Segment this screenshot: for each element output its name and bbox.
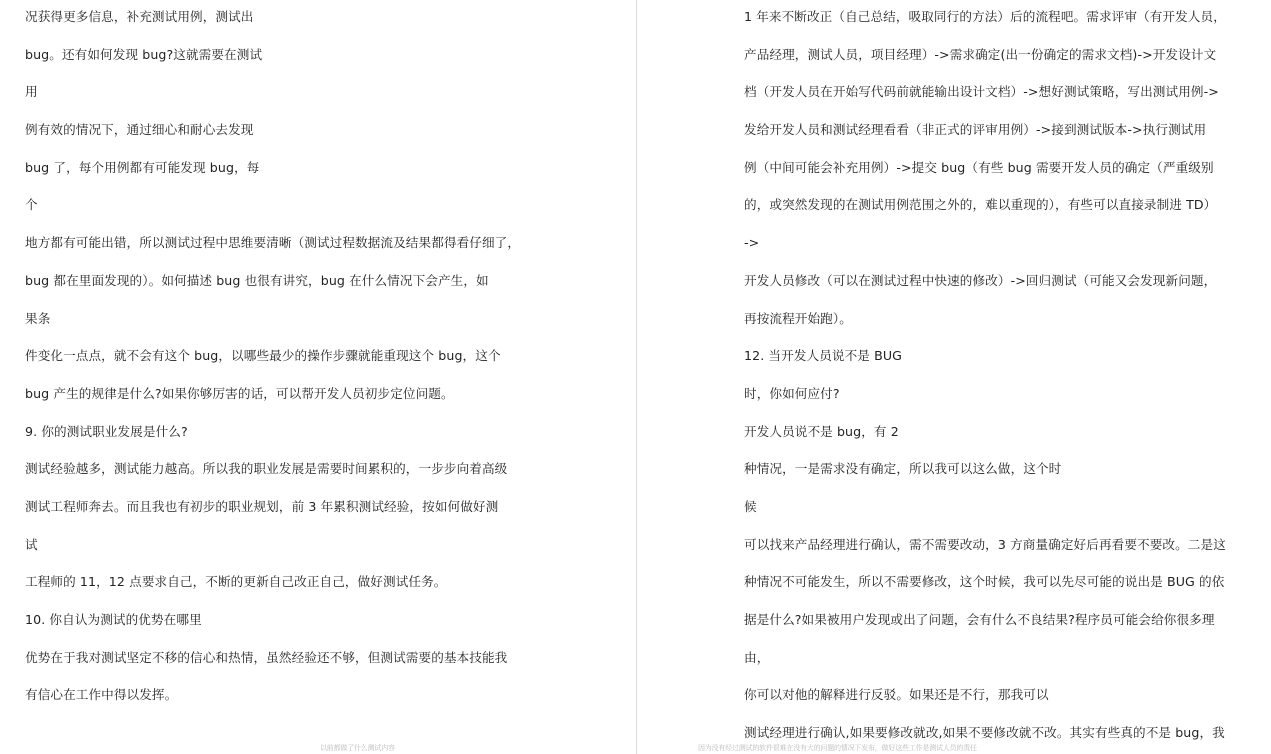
- text-line: 用: [25, 84, 38, 100]
- text-line: bug。还有如何发现 bug?这就需要在测试: [25, 46, 263, 62]
- question-heading: 9. 你的测试职业发展是什么?: [25, 423, 188, 439]
- text-line: 测试经理进行确认,如果要修改就改,如果不要修改就不改。其实有些真的不是 bug，我: [744, 725, 1225, 741]
- text-line: 的，或突然发现的在测试用例范围之外的，难以重现的），有些可以直接录制进 TD）: [744, 197, 1217, 213]
- text-line: bug 都在里面发现的）。如何描述 bug 也很有讲究，bug 在什么情况下会产生，如: [25, 272, 489, 288]
- right-document-page: [637, 0, 1271, 754]
- text-line: 果条: [25, 310, 51, 326]
- text-line: 例（中间可能会补充用例）->提交 bug（有些 bug 需要开发人员的确定（严重级别: [744, 159, 1214, 175]
- text-line: 种情况，一是需求没有确定，所以我可以这么做，这个时: [744, 461, 1062, 477]
- question-heading: 10. 你自认为测试的优势在哪里: [25, 612, 202, 627]
- text-line: 测试工程师奔去。而且我也有初步的职业规划，前 3 年累积测试经验，按如何做好测: [25, 498, 499, 514]
- text-line: 件变化一点点，就不会有这个 bug，以哪些最少的操作步骤就能重现这个 bug，这个: [25, 348, 501, 364]
- text-line: 候: [744, 498, 757, 514]
- text-line: 由，: [744, 649, 770, 665]
- question-heading: 12. 当开发人员说不是 BUG: [744, 348, 903, 364]
- right-page-text-lines: [744, 0, 1256, 754]
- text-line: 1 年来不断改正（自己总结，吸取同行的方法）后的流程吧。需求评审（有开发人员，: [744, 9, 1226, 24]
- text-line: bug 产生的规律是什么?如果你够厉害的话，可以帮开发人员初步定位问题。: [25, 385, 454, 401]
- text-line: 况获得更多信息，补充测试用例，测试出: [25, 9, 254, 24]
- text-line: 再按流程开始跑）。: [744, 310, 852, 326]
- text-line: 测试经验越多，测试能力越高。所以我的职业发展是需要时间累积的，一步步向着高级: [25, 461, 508, 477]
- text-line: 优势在于我对测试坚定不移的信心和热情，虽然经验还不够，但测试需要的基本技能我: [25, 649, 508, 665]
- text-line: 开发人员说不是 bug，有 2: [744, 423, 899, 439]
- text-line: 据是什么?如果被用户发现或出了问题，会有什么不良结果?程序员可能会给你很多理: [744, 612, 1215, 627]
- text-line: 开发人员修改（可以在测试过程中快速的修改）->回归测试（可能又会发现新问题，: [744, 272, 1217, 288]
- text-line: 你可以对他的解释进行反驳。如果还是不行，那我可以: [744, 687, 1049, 703]
- text-line: 工程师的 11，12 点要求自己，不断的更新自己改正自己，做好测试任务。: [25, 574, 447, 590]
- text-line: 档（开发人员在开始写代码前就能输出设计文档）->想好测试策略，写出测试用例->: [744, 84, 1219, 100]
- page-footer-text: 因为没有经过测试的软件很难在没有大的问题的情况下发布，做好这些工作是测试人员的责任: [698, 744, 977, 752]
- text-line: 有信心在工作中得以发挥。: [25, 687, 178, 703]
- text-line: bug 了，每个用例都有可能发现 bug，每: [25, 159, 260, 175]
- left-page-text-lines: [25, 0, 545, 716]
- text-line: 种情况不可能发生，所以不需要修改，这个时候，我可以先尽可能的说出是 BUG 的依: [744, 574, 1225, 590]
- text-line: 地方都有可能出错，所以测试过程中思维要清晰（测试过程数据流及结果都得看仔细了，: [25, 235, 521, 251]
- text-line: 可以找来产品经理进行确认，需不需要改动，3 方商量确定好后再看要不要改。二是这: [744, 536, 1226, 552]
- text-line: 例有效的情况下，通过细心和耐心去发现: [25, 122, 254, 138]
- text-line: 个: [25, 197, 38, 213]
- page-footer-text: 以前都做了什么测试内容: [320, 744, 395, 752]
- text-line: 试: [25, 536, 38, 552]
- text-line: ->: [744, 235, 760, 251]
- text-line: 产品经理，测试人员，项目经理）->需求确定(出一份确定的需求文档)->开发设计文: [744, 46, 1217, 62]
- text-line: 时，你如何应付?: [744, 385, 840, 401]
- text-line: 发给开发人员和测试经理看看（非正式的评审用例）->接到测试版本->执行测试用: [744, 122, 1207, 138]
